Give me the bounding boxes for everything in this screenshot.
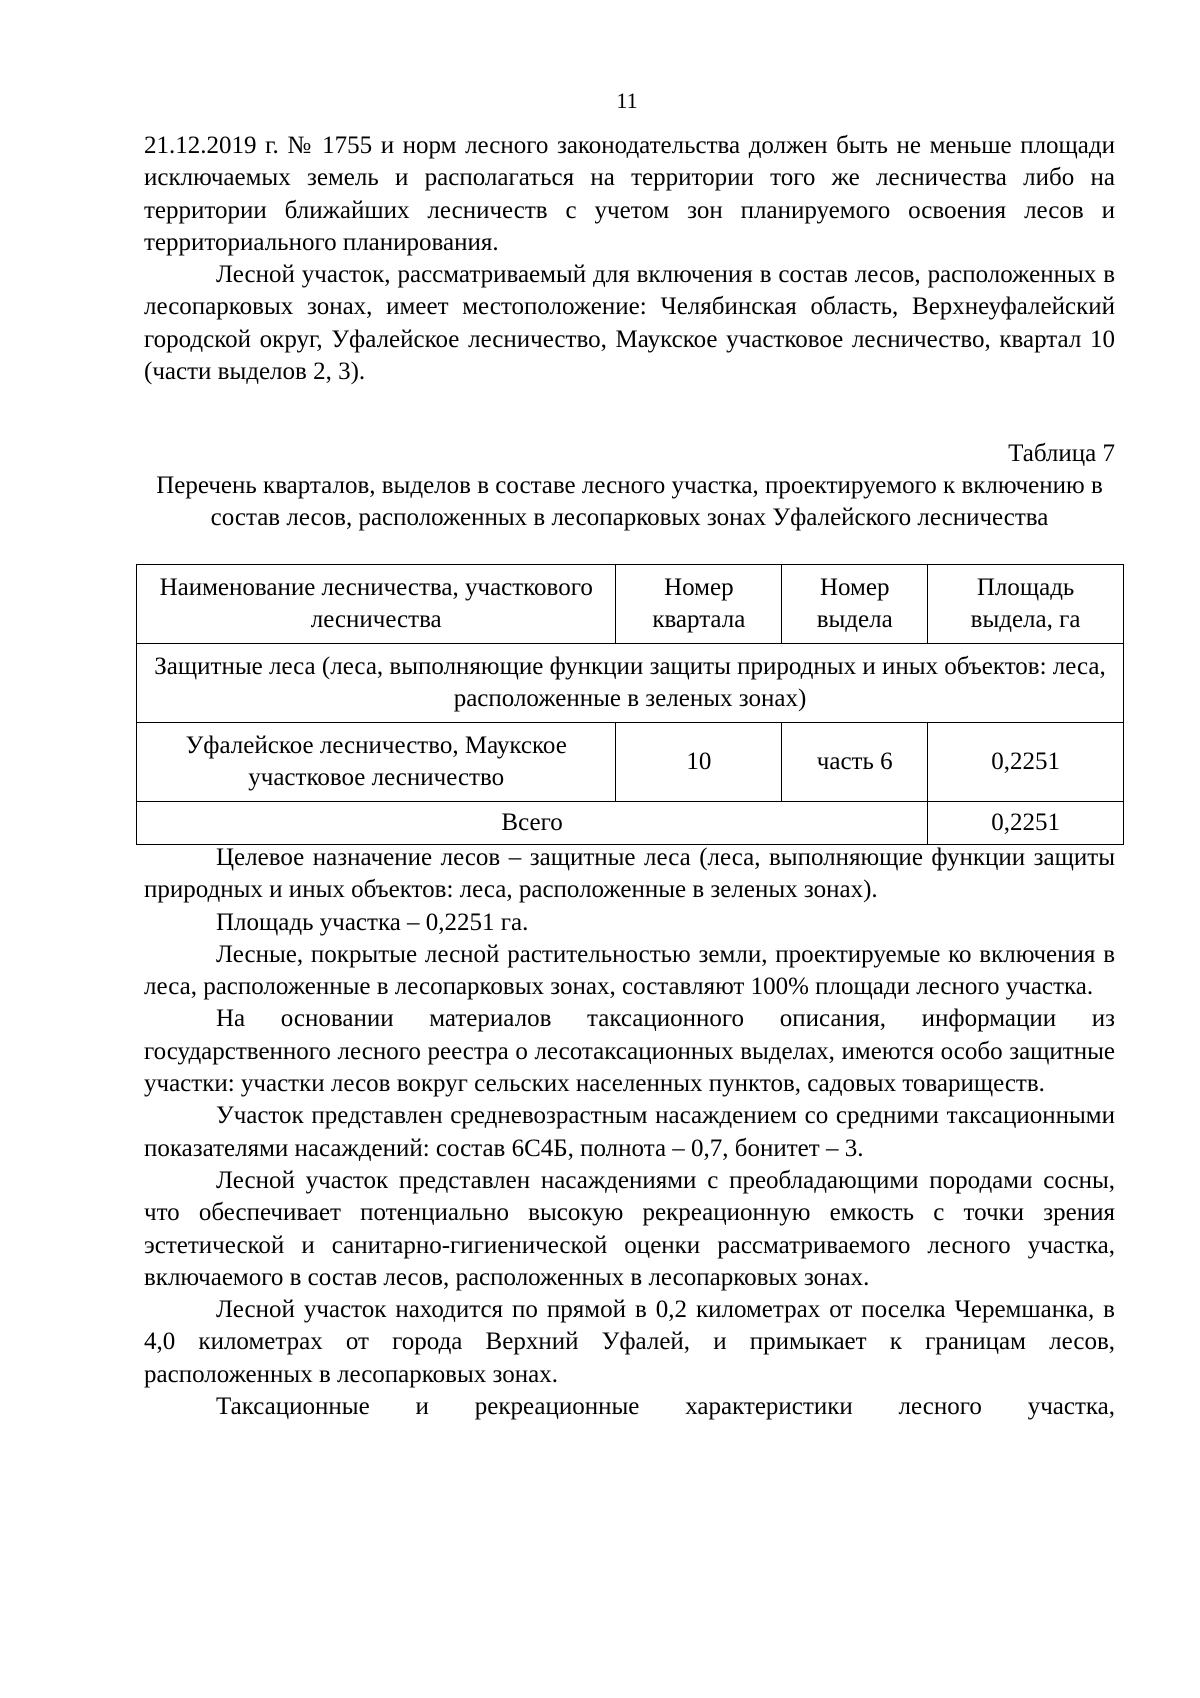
paragraph-protected-areas: На основании материалов таксационного описания, информации из государственного лесного реестра о лесотаксационных выделах, имеются особо защитные участки: участки лесов вокруг сельских населенных пунктов, садовых товариществ. [144, 1005, 1115, 1098]
paragraph-purpose: Целевое назначение лесов – защитные леса (леса, выполняющие функции защиты природных и иных объектов: леса, расположенные в зеленых зонах). [144, 844, 1115, 904]
paragraph-location: Лесной участок, рассматриваемый для включения в состав лесов, расположенных в лесопарковых зонах, имеет местоположение: Челябинская область, Верхнеуфалейский городской округ, Уфалейское лесничество, Маукское участковое лесничество, квартал 10 (части выделов 2, 3). [144, 261, 1115, 386]
header-plot-number: Номер выдела [782, 565, 928, 644]
paragraph-continuation: 21.12.2019 г. № 1755 и норм лесного законодательства должен быть не меньше площади исключаемых земель и располагаться на территории того же лесничества либо на территории ближайших лесничеств с учетом зон планируемого освоения лесов и территориального планирования. [144, 132, 1115, 256]
total-label: Всего [137, 802, 928, 845]
total-value: 0,2251 [928, 802, 1124, 845]
quarters-table [136, 564, 1124, 845]
paragraph-area: Площадь участка – 0,2251 га. [216, 908, 529, 936]
intro-text [144, 130, 1115, 388]
table-header-row [137, 565, 1124, 644]
table-row [137, 723, 1124, 802]
table-label: Таблица 7 [1008, 440, 1115, 467]
header-plot-area: Площадь выдела, га [928, 565, 1124, 644]
body-text [144, 842, 1115, 1423]
paragraph-characteristics: Таксационные и рекреационные характеристики лесного участка, [216, 1393, 1115, 1421]
paragraph-stand-characteristics: Участок представлен средневозрастным насаждением со средними таксационными показателями насаждений: состав 6С4Б, полнота – 0,7, бонитет – 3. [144, 1102, 1115, 1162]
cell-plot-area: 0,2251 [928, 723, 1124, 802]
page-number: 11 [616, 88, 638, 113]
cell-quarter-number: 10 [616, 723, 782, 802]
header-quarter-number: Номер квартала [616, 565, 782, 644]
cell-forestry-name: Уфалейское лесничество, Маукское участковое лесничество [137, 723, 616, 802]
cell-plot-number: часть 6 [782, 723, 928, 802]
section-title: Защитные леса (леса, выполняющие функции защиты природных и иных объектов: леса, расположенные в зеленых зонах) [137, 644, 1124, 723]
paragraph-covered-lands: Лесные, покрытые лесной растительностью земли, проектируемые ко включения в леса, расположенные в лесопарковых зонах, составляют 100% площади лесного участка. [144, 940, 1115, 1001]
table-total-row [137, 802, 1124, 845]
paragraph-recreational-capacity: Лесной участок представлен насаждениями с преобладающими породами сосны, что обеспечивает потенциально высокую рекреационную емкость с точки зрения эстетической и санитарно-гигиенической оценки рассматриваемого лесного участка, включаемого в состав лесов, расположенных в лесопарковых зонах. [144, 1166, 1115, 1291]
table-caption: Перечень кварталов, выделов в составе лесного участка, проектируемого к включению в состав лесов, расположенных в лесопарковых зонах Уфалейского лесничества [156, 472, 1103, 531]
paragraph-distance: Лесной участок находится по прямой в 0,2 километрах от поселка Черемшанка, в 4,0 километрах от города Верхний Уфалей, и примыкает к границам лесов, расположенных в лесопарковых зонах. [144, 1296, 1115, 1388]
header-forestry-name: Наименование лесничества, участкового лесничества [137, 565, 616, 644]
table-section-row [137, 644, 1124, 723]
